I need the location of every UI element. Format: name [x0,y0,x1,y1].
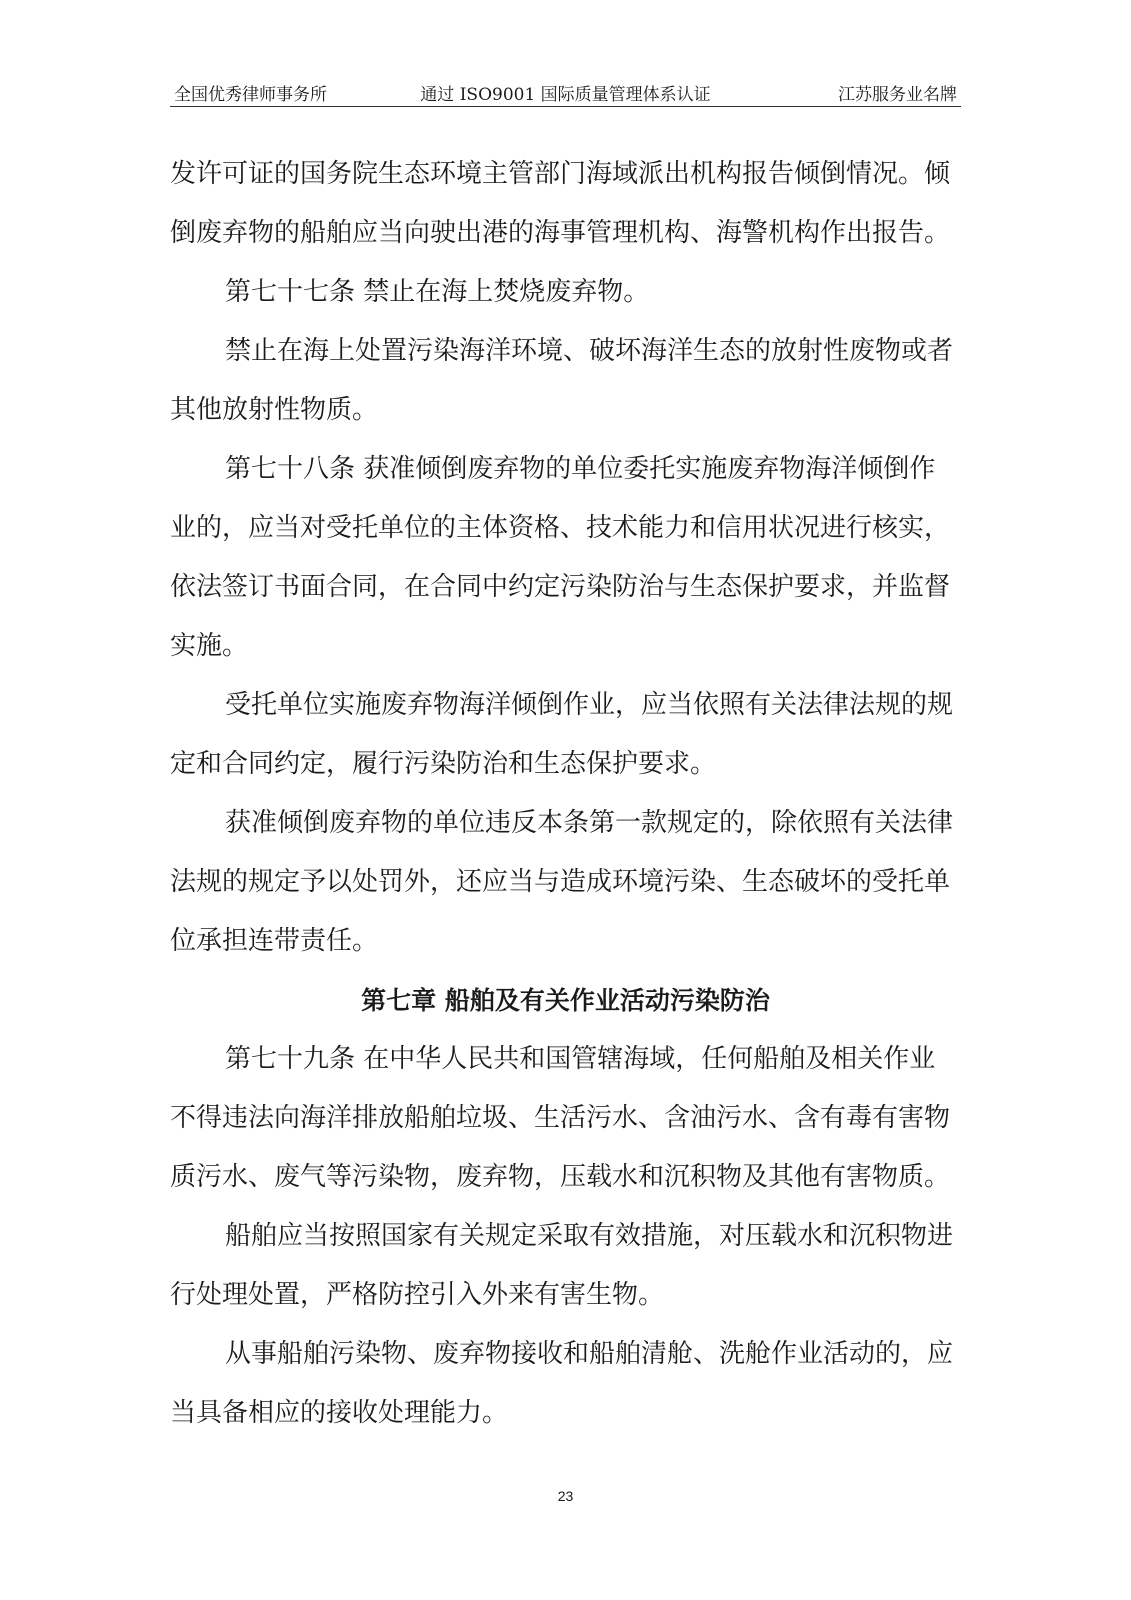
text-line: 定和合同约定，履行污染防治和生态保护要求。 [170,749,717,779]
article-77-heading: 第七十七条 禁止在海上焚烧废弃物。 [225,277,650,307]
text-line: 获准倾倒废弃物的单位违反本条第一款规定的，除依照有关法律 [225,808,954,838]
chapter-7-title: 第七章 船舶及有关作业活动污染防治 [361,986,770,1015]
text-line: 船舶应当按照国家有关规定采取有效措施，对压载水和沉积物进 [225,1221,954,1251]
header-brand: 江苏服务业名牌 [838,85,957,105]
text-line: 其他放射性物质。 [170,395,379,425]
header-firm-award: 全国优秀律师事务所 [174,85,327,105]
article-78-heading: 第七十八条 获准倾倒废弃物的单位委托实施废弃物海洋倾倒作 [225,454,936,484]
text-line: 发许可证的国务院生态环境主管部门海域派出机构报告倾倒情况。倾 [170,159,951,189]
text-line: 行处理处置，严格防控引入外来有害生物。 [170,1280,665,1310]
text-line: 倒废弃物的船舶应当向驶出港的海事管理机构、海警机构作出报告。 [170,218,951,248]
text-line: 禁止在海上处置污染海洋环境、破坏海洋生态的放射性废物或者 [225,336,954,366]
header-iso-certification: 通过 ISO9001 国际质量管理体系认证 [420,85,711,105]
text-line: 当具备相应的接收处理能力。 [170,1398,509,1428]
text-line: 不得违法向海洋排放船舶垃圾、生活污水、含油污水、含有毒有害物 [170,1103,951,1133]
text-line: 从事船舶污染物、废弃物接收和船舶清舱、洗舱作业活动的，应 [225,1339,954,1369]
text-line: 质污水、废气等污染物，废弃物，压载水和沉积物及其他有害物质。 [170,1162,951,1192]
text-line: 受托单位实施废弃物海洋倾倒作业，应当依照有关法律法规的规 [225,690,954,720]
text-line: 法规的规定予以处罚外，还应当与造成环境污染、生态破坏的受托单 [170,867,951,897]
text-line: 实施。 [170,631,249,661]
document-body [170,145,961,1443]
page-header [170,76,961,107]
article-79-heading: 第七十九条 在中华人民共和国管辖海域，任何船舶及相关作业 [225,1044,936,1074]
text-line: 位承担连带责任。 [170,926,379,956]
text-line: 依法签订书面合同，在合同中约定污染防治与生态保护要求，并监督 [170,572,951,602]
text-line: 业的，应当对受托单位的主体资格、技术能力和信用状况进行核实， [170,513,951,543]
page-number: 23 [557,1488,574,1504]
